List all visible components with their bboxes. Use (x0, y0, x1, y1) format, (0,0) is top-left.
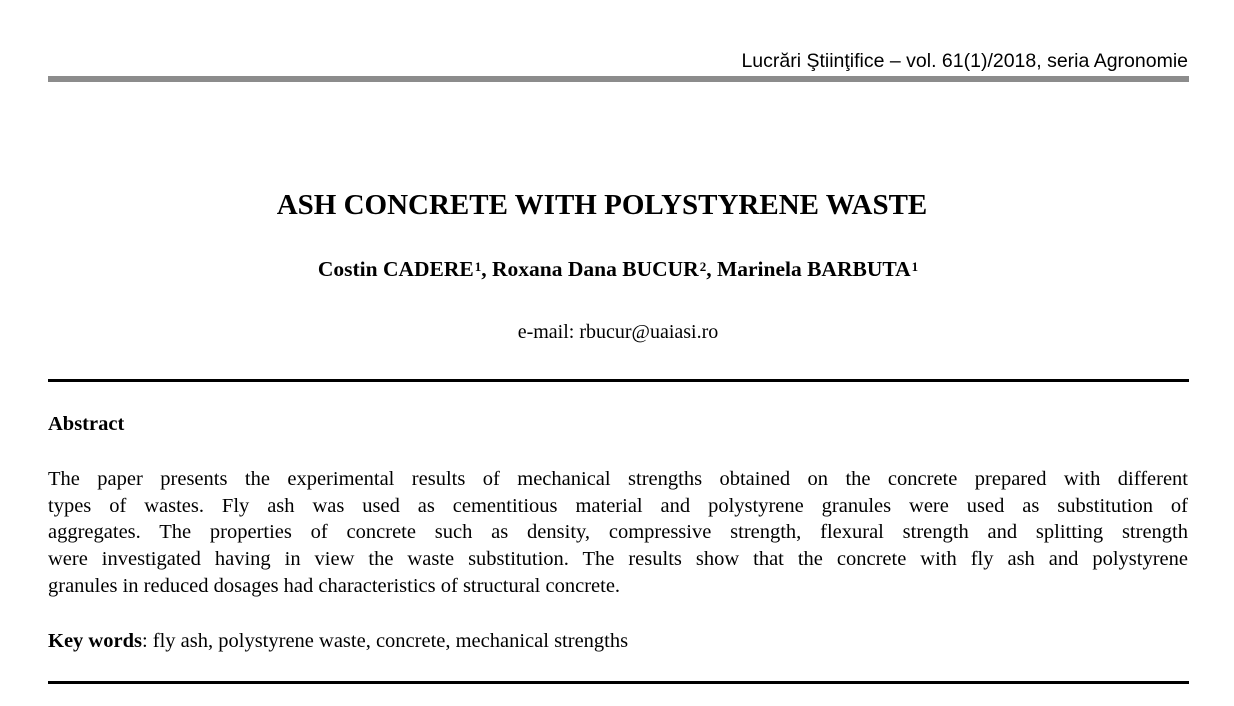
abstract-line: granules in reduced dosages had characteristics of structural concrete. (48, 574, 621, 597)
keywords-label: Key words (48, 630, 142, 652)
keywords (48, 627, 628, 655)
author-list (0, 254, 1234, 284)
abstract-line: types of wastes. Fly ash was used as cementitious material and polystyrene granules were used as substitution of (48, 494, 1188, 517)
author-separator: , (481, 257, 493, 281)
affiliation-marker: 1 (911, 259, 919, 274)
header-rule (48, 76, 1189, 82)
abstract-heading: Abstract (48, 413, 125, 435)
contact-email: e-mail: rbucur@uaiasi.ro (517, 321, 719, 343)
section-divider (48, 681, 1189, 684)
section-divider (48, 379, 1189, 382)
abstract-line: The paper presents the experimental results of mechanical strengths obtained on the concrete prepared with different (48, 468, 1188, 490)
running-header: Lucrări Ştiinţifice – vol. 61(1)/2018, seria Agronomie (741, 50, 1188, 72)
abstract-line: aggregates. The properties of concrete such as density, compressive strength, flexural strength and splitting strength (48, 521, 1188, 544)
affiliation-marker: 2 (699, 259, 707, 274)
affiliation-marker: 1 (474, 259, 482, 274)
author-separator: , (706, 257, 717, 281)
abstract-line: were investigated having in view the waste substitution. The results show that the concrete with fly ash and polystyrene (48, 548, 1188, 571)
keywords-text: fly ash, polystyrene waste, concrete, mechanical strengths (152, 630, 629, 652)
author-name: Roxana Dana BUCUR (492, 257, 699, 281)
abstract-body (48, 466, 1188, 599)
paper-title: ASH CONCRETE WITH POLYSTYRENE WASTE (276, 189, 928, 221)
author-name: Costin CADERE (317, 257, 474, 281)
author-name: Marinela BARBUTA (716, 257, 911, 281)
keywords-separator: : (141, 630, 153, 652)
